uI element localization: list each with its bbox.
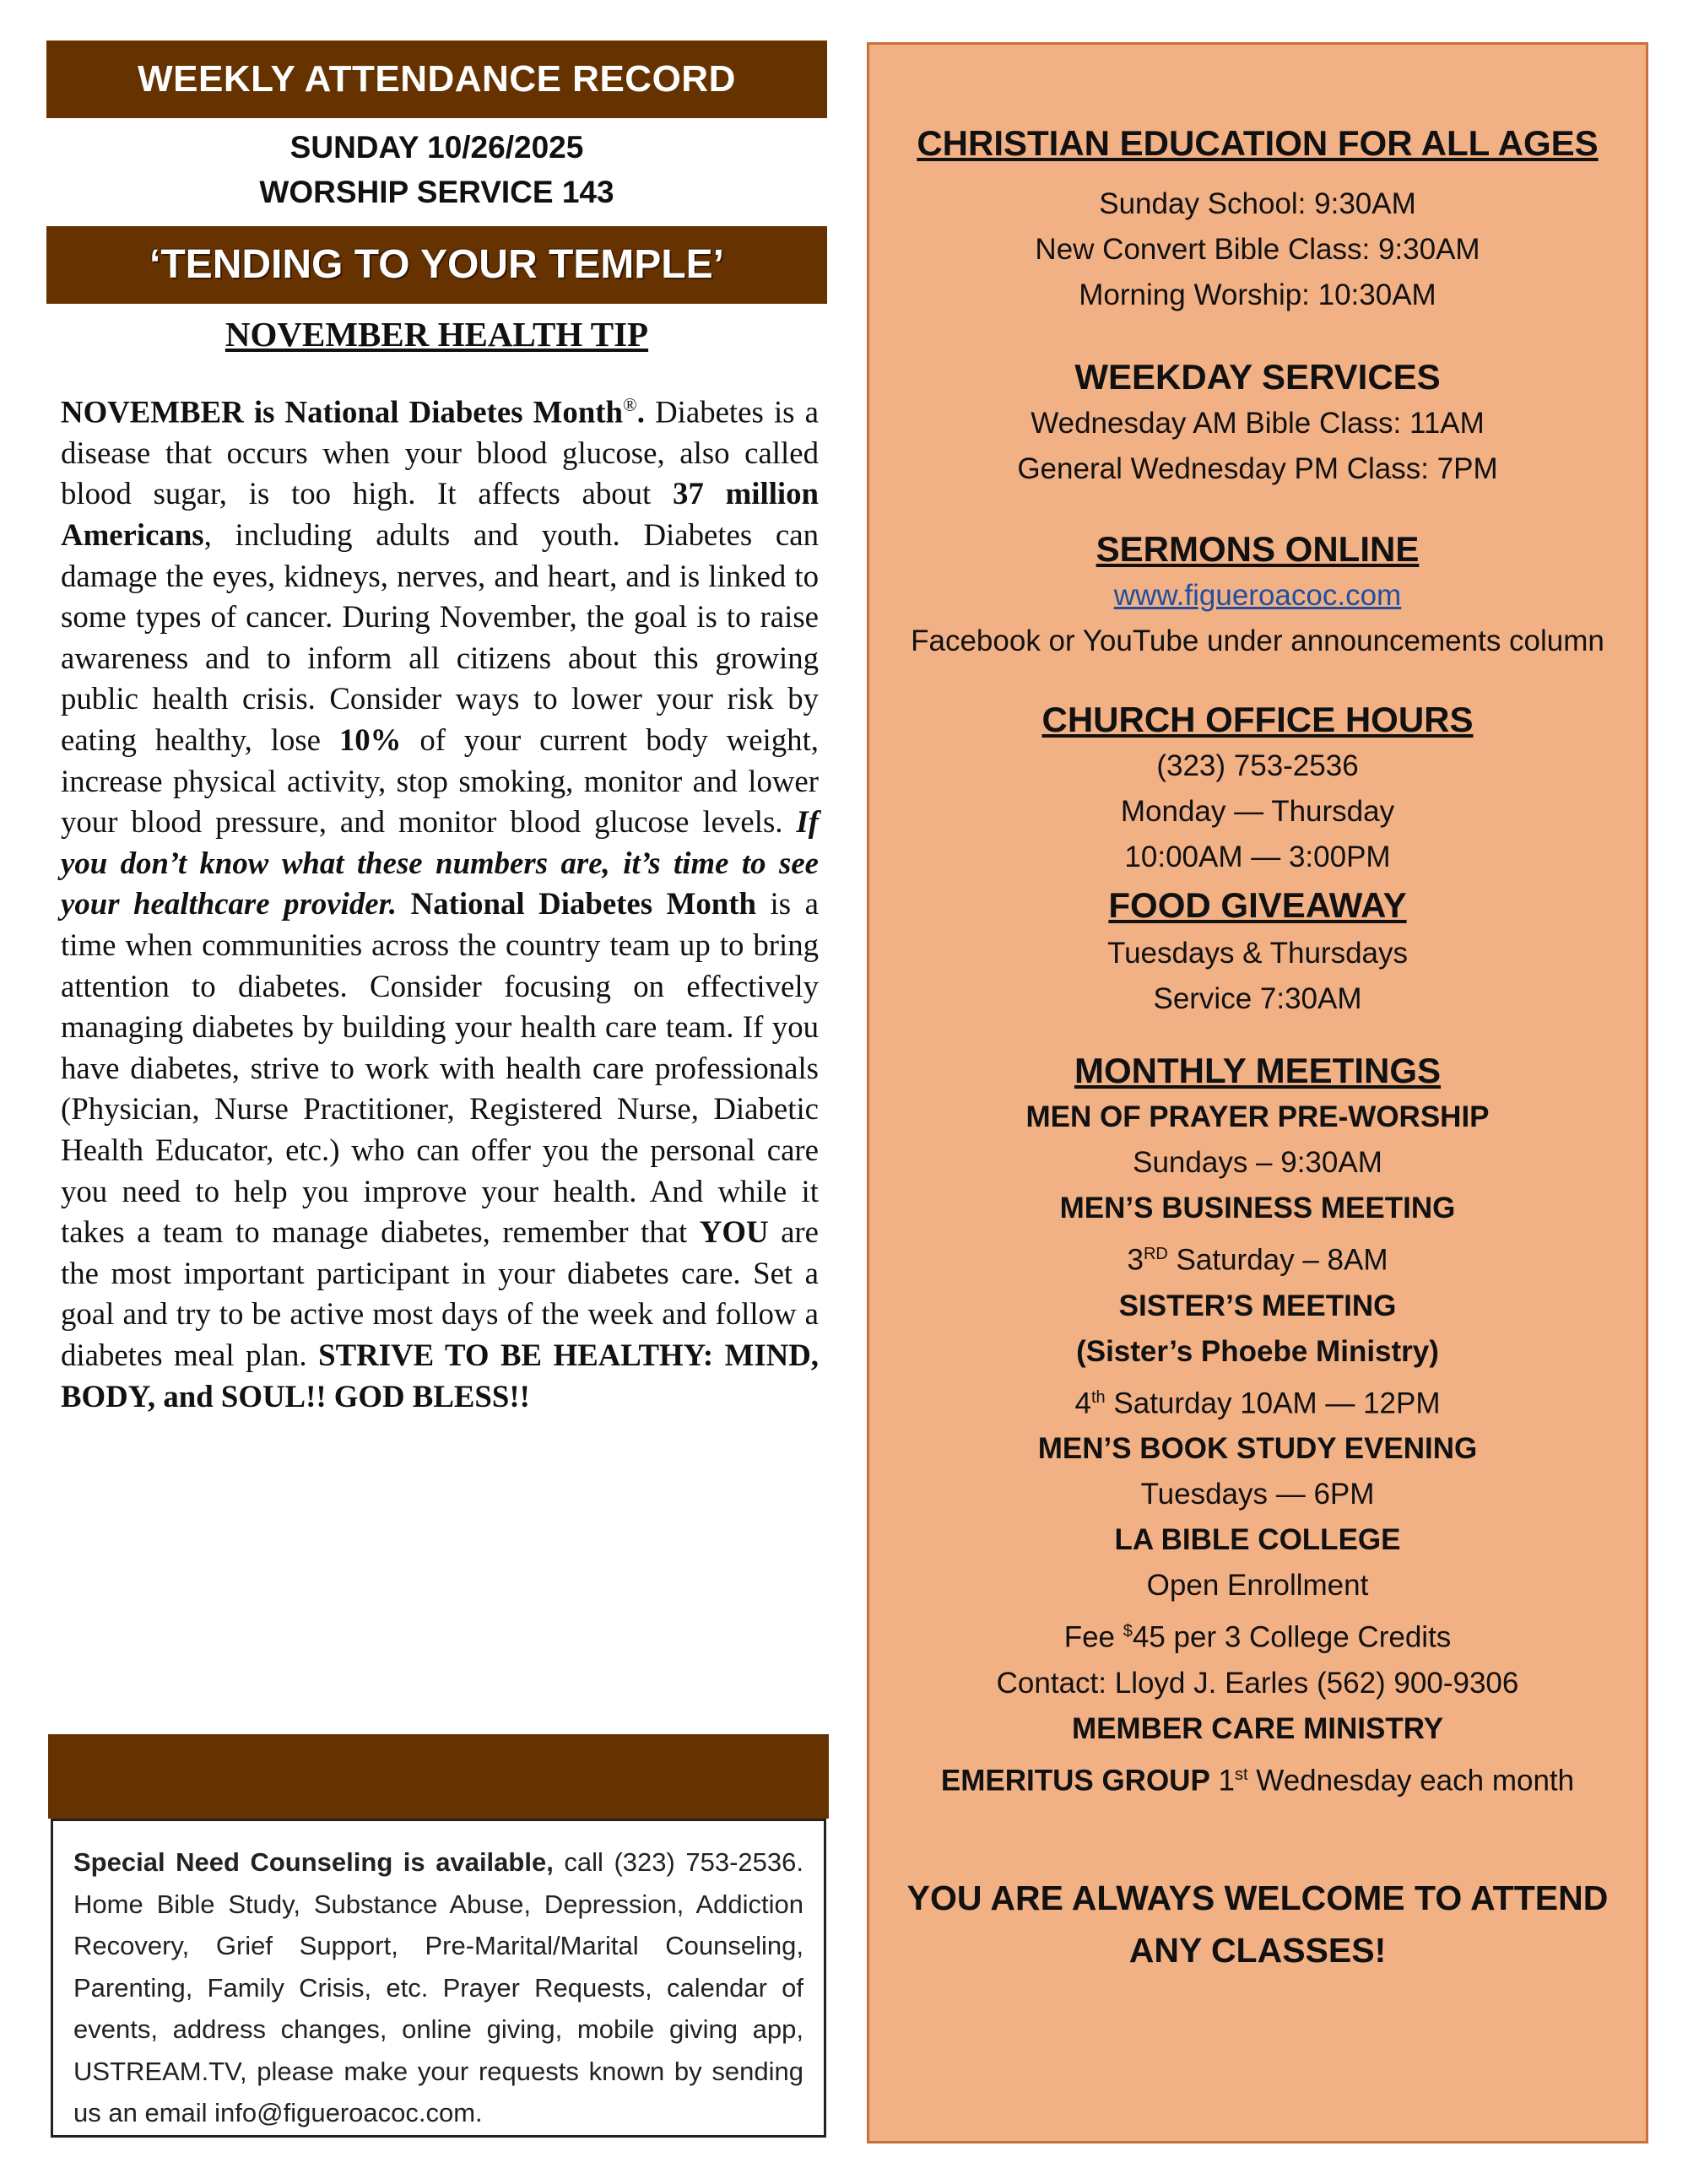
attendance-banner: WEEKLY ATTENDANCE RECORD xyxy=(46,41,827,118)
counseling-box xyxy=(51,1819,826,2138)
tip-closing: STRIVE TO BE HEALTHY: MIND, BODY, and SOUL!! GOD BLESS!! xyxy=(61,1337,819,1414)
tip-month: National Diabetes Month xyxy=(397,886,756,922)
counseling-text: call (323) 753-2536. Home Bible Study, Substance Abuse, Depression, Addiction Recovery, Grief Support, Pre-Marital/Marital Counseling, Parenting, Family Crisis, etc. Prayer Requests, calendar of events, address changes, online giving, mobile giving app, USTREAM.TV, please make your requests known by sending us an email info@figueroacoc.com. xyxy=(73,1847,803,2127)
fee-line: Fee $45 per 3 College Credits xyxy=(1063,1620,1452,1654)
food-title: FOOD GIVEAWAY xyxy=(1108,885,1407,925)
tip-percent: 10% xyxy=(338,722,402,758)
tip-text: are the most important participant in your diabetes care. Set a goal and try to be active most days of the week and follow a diabetes meal plan. xyxy=(61,1214,819,1372)
tip-text: is a time when communities across the country team up to bring attention to diabetes. Consider focusing on effectively managing diabetes by building your health care team. If you have diabetes, strive to work with health care professionals (Physician, Nurse Practitioner, Registered Nurse, Diabetic Health Educator, etc.) who can offer you the personal care you need to help you improve your health. And while it takes a team to manage diabetes, remember that xyxy=(61,886,819,1250)
food-line: Tuesdays & Thursdays xyxy=(1107,937,1408,970)
meeting-time: Sundays – 9:30AM xyxy=(1133,1146,1382,1179)
tip-text: Diabetes is a disease that occurs when your blood glucose, also called blood sugar, is too high. It affects about xyxy=(61,394,819,511)
service-date: SUNDAY 10/26/2025 xyxy=(289,130,584,165)
theme-banner: ‘TENDING TO YOUR TEMPLE’ xyxy=(46,226,827,304)
website-link[interactable]: www.figueroacoc.com xyxy=(1113,579,1402,612)
weekday-title: WEEKDAY SERVICES xyxy=(1074,357,1441,397)
meeting-time: Tuesdays — 6PM xyxy=(1140,1478,1375,1511)
meeting-title: MEN’S BOOK STUDY EVENING xyxy=(1037,1432,1478,1466)
meeting-time: 4th Saturday 10AM — 12PM xyxy=(1074,1387,1441,1420)
service-info xyxy=(46,125,827,214)
meeting-time: 3RD Saturday – 8AM xyxy=(1127,1243,1388,1277)
office-days: Monday — Thursday xyxy=(1120,795,1395,828)
meeting-title: MEMBER CARE MINISTRY xyxy=(1071,1711,1444,1745)
welcome-line: ANY CLASSES! xyxy=(1128,1930,1387,1970)
schedule-panel xyxy=(867,42,1648,2143)
enrollment-line: Open Enrollment xyxy=(1146,1569,1369,1603)
edu-line: Sunday School: 9:30AM xyxy=(1099,187,1416,220)
meeting-subtitle: (Sister’s Phoebe Ministry) xyxy=(1076,1334,1439,1368)
counseling-banner xyxy=(48,1734,829,1819)
office-hours: 10:00AM — 3:00PM xyxy=(1124,841,1391,873)
weekday-line: General Wednesday PM Class: 7PM xyxy=(1017,452,1498,485)
tip-lead: NOVEMBER is National Diabetes Month xyxy=(61,394,623,430)
meeting-title: LA BIBLE COLLEGE xyxy=(1114,1523,1401,1557)
food-line: Service 7:30AM xyxy=(1153,982,1362,1015)
emeritus-line: EMERITUS GROUP 1st Wednesday each month xyxy=(940,1764,1575,1797)
tip-lead-end: . xyxy=(636,394,645,430)
weekday-line: Wednesday AM Bible Class: 11AM xyxy=(1031,407,1485,440)
tip-text: of your current body weight, increase physical activity, stop smoking, monitor and lower your blood pressure, and monitor blood glucose levels. xyxy=(61,722,819,840)
office-title: CHURCH OFFICE HOURS xyxy=(1041,700,1474,739)
meeting-title: SISTER’S MEETING xyxy=(1118,1289,1397,1322)
education-title: CHRISTIAN EDUCATION FOR ALL AGES xyxy=(917,123,1599,163)
meeting-title: MEN OF PRAYER PRE-WORSHIP xyxy=(1025,1100,1490,1133)
edu-line: Morning Worship: 10:30AM xyxy=(1079,278,1436,311)
left-column xyxy=(46,41,827,1417)
contact-line: Contact: Lloyd J. Earles (562) 900-9306 xyxy=(996,1666,1519,1700)
sermons-note: Facebook or YouTube under announcements column xyxy=(911,624,1604,657)
sermons-title: SERMONS ONLINE xyxy=(1096,529,1420,569)
tip-stat: 37 million Americans xyxy=(61,476,820,553)
health-tip-body xyxy=(61,385,819,1417)
office-phone: (323) 753-2536 xyxy=(1156,749,1359,782)
counseling-lead: Special Need Counseling is available, xyxy=(73,1847,554,1877)
meeting-title: MEN’S BUSINESS MEETING xyxy=(1059,1192,1456,1224)
edu-line: New Convert Bible Class: 9:30AM xyxy=(1035,233,1480,266)
meetings-title: MONTHLY MEETINGS xyxy=(1074,1051,1442,1090)
welcome-line: YOU ARE ALWAYS WELCOME TO ATTEND xyxy=(906,1878,1609,1917)
service-number: WORSHIP SERVICE 143 xyxy=(259,175,614,209)
tip-text: , including adults and youth. Diabetes can damage the eyes, kidneys, nerves, and heart, and is linked to some types of cancer. During November, the goal is to raise awareness and to inform all citizens about this growing public health crisis. Consider ways to lower your risk by eating healthy, lose xyxy=(61,517,819,758)
registered-mark: ® xyxy=(623,394,637,415)
health-tip-title: NOVEMBER HEALTH TIP xyxy=(225,315,649,354)
tip-emphasis: If you don’t know what these numbers are, it’s time to see your healthcare provider. xyxy=(61,804,819,922)
tip-you: YOU xyxy=(699,1214,769,1250)
